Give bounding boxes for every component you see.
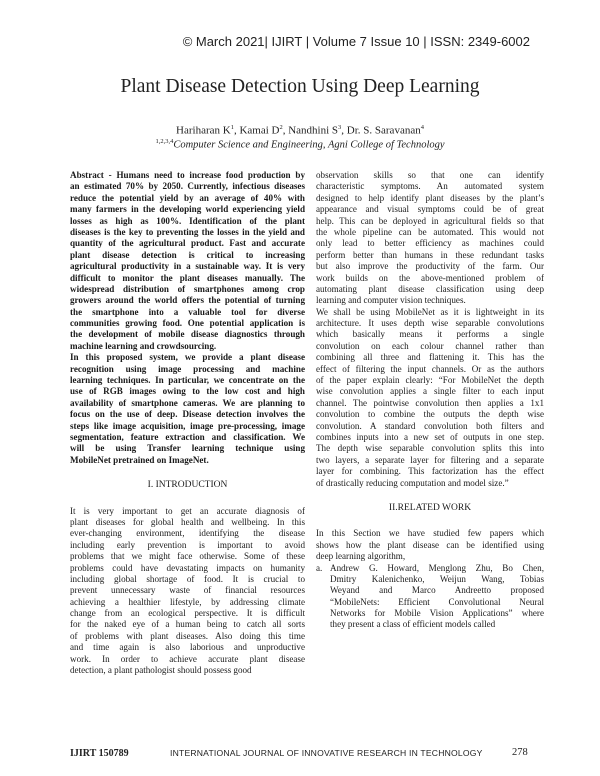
text-line: the development of mobile disease diagnostics through — [70, 329, 305, 340]
list-marker: a. — [316, 562, 323, 573]
paragraph — [316, 170, 544, 307]
text-line: focus on the use of deep. Disease detection involves the — [70, 409, 305, 420]
text-line: segmentation, feature extraction and classification. We — [70, 431, 305, 442]
text-line: machine learning and crowdsourcing. — [70, 340, 217, 351]
text-line: MobileNet pretrained on ImageNet. — [70, 454, 209, 465]
text-line: two layers, a separate layer for filtering and a separate — [316, 454, 544, 465]
text-line: Networks for Mobile Vision Applications” where — [330, 608, 544, 619]
author-name: Hariharan K — [176, 124, 231, 137]
text-line: an estimated 70% by 2050. Currently, infectious diseases — [70, 181, 305, 192]
text-line: observation skills so that one can identify — [316, 170, 544, 180]
author-name: Dr. S. Saravanan — [346, 124, 421, 137]
text-line: many farmers in the developing world experiencing yield — [70, 204, 305, 215]
text-line: characteristic symptoms. An automated system — [316, 181, 544, 192]
paper-title: Plant Disease Detection Using Deep Learning — [120, 76, 480, 97]
text-line: convolution. A standard convolution both filters and — [316, 420, 544, 431]
text-line: recognition using image processing and machine — [70, 363, 305, 374]
text-line: steps like image acquisition, image pre-processing, image — [70, 420, 305, 431]
text-line: appearance and visual symptoms could be of great — [316, 204, 544, 215]
text-line: convolution on each colour channel rather than — [316, 340, 544, 351]
affiliation — [0, 138, 600, 151]
text-line: Andrew G. Howard, Menglong Zhu, Bo Chen, — [330, 562, 544, 573]
text-line: but also improve the productivity of the farm. Our — [316, 261, 544, 272]
text-line: reduce the potential yield by an average of 40% with — [70, 192, 305, 203]
text-line: combines inputs into a new set of outputs in one step. — [316, 431, 544, 442]
author-index: 1 — [230, 124, 234, 131]
text-line: quantity of the agricultural product. Fast and accurate — [70, 238, 305, 249]
text-line: losses as high as 100%. Identification of the plant — [70, 215, 305, 226]
text-line: The depth wise separable convolution splits this into — [316, 443, 544, 454]
text-line: widespread distribution of smartphones among crop — [70, 283, 305, 294]
text-line: agricultural productivity in a sustainable way. It is very — [70, 261, 305, 272]
left-column — [70, 170, 305, 676]
text-line: “MobileNets: Efficient Convolutional Neural — [330, 596, 544, 607]
list-item — [316, 563, 544, 631]
text-line: In this proposed system, we provide a plant disease — [70, 352, 305, 363]
author-name: Nandhini S — [288, 124, 339, 137]
affiliation-text: Computer Science and Engineering, Agni College of Technology — [173, 139, 445, 151]
paragraph — [316, 528, 544, 562]
text-line: diseases is the key to preventing the losses in the yield and — [70, 226, 305, 237]
author-index: 4 — [420, 124, 424, 131]
text-line: help. This can be deployed in agricultural fields so that — [316, 215, 544, 226]
text-line: for the naked eye of a human being to catch all sorts — [70, 619, 305, 630]
text-line: of problems with plant diseases. Also doing this time — [70, 630, 305, 641]
text-line: plant disease detection is critical to increasing — [70, 249, 305, 260]
abstract — [70, 170, 305, 352]
text-line: ever-changing environment, identifying the disease — [70, 528, 305, 539]
author-name: Kamai D — [239, 124, 280, 137]
text-line: and time again is also laborious and unproductive — [70, 642, 305, 653]
text-line: prevent unnecessary waste of financial resources — [70, 585, 305, 596]
section-heading-related-work: II.RELATED WORK — [388, 502, 472, 513]
text-line: Weyand and Marco Andreetto proposed — [330, 585, 544, 596]
text-line: use of RGB images owing to the low cost and high — [70, 386, 305, 397]
text-line: designed to help identify plant diseases by the plant’s — [316, 192, 544, 203]
text-line: detection, a plant pathologist should possess good — [70, 665, 252, 676]
text-line: Dmitry Kalenichenko, Weijun Wang, Tobias — [330, 573, 544, 584]
text-line: shows how the plant disease can be identified using — [316, 539, 544, 550]
text-line: including early prevention is important to avoid — [70, 539, 305, 550]
text-line: architecture. It uses depth wise separable convolutions — [316, 318, 544, 329]
text-line: they present a class of efficient models called — [330, 619, 496, 630]
abstract-continued — [70, 352, 305, 466]
text-line: combining all three and flattening it. This has the — [316, 352, 544, 363]
text-line: automating plant disease classification using deep — [316, 283, 544, 294]
author-index: 2 — [279, 124, 283, 131]
text-line: problems that we might face otherwise. Some of these — [70, 551, 305, 562]
introduction-paragraph — [70, 506, 305, 677]
text-line: will be using Transfer learning technique using — [70, 443, 305, 454]
text-line: We shall be using MobileNet as it is lightweight in its — [316, 306, 544, 317]
text-line: learning and computer vision techniques. — [316, 295, 466, 306]
text-line: which basically means it performs a single — [316, 329, 544, 340]
text-line: effect of filtering the input channels. Or as the authors — [316, 363, 544, 374]
affiliation-index: 1,2,3,4 — [155, 138, 174, 145]
text-line: availability of smartphone cameras. We are planning to — [70, 397, 305, 408]
right-column — [316, 170, 544, 631]
text-line: communities growing food. One potential application is — [70, 318, 305, 329]
text-line: In this Section we have studied few papers which — [316, 528, 544, 539]
text-line: of drastically reducing computation and model size.” — [316, 477, 509, 488]
text-line: perform better than humans in these redundant tasks — [316, 249, 544, 260]
text-line: of the paper explain clearly: “For MobileNet the depth — [316, 375, 544, 386]
footer-journal-name: INTERNATIONAL JOURNAL OF INNOVATIVE RESEARCH IN TECHNOLOGY — [170, 748, 483, 758]
author-list: Hariharan $K^1$, Kamai $D^2$, Nandhini $S^3$, Dr. S. Saravanan$^4$ — [176, 124, 424, 137]
text-line: work. In order to achieve accurate plant disease — [70, 653, 305, 664]
text-line: only lead to better efficiency as machines could — [316, 238, 544, 249]
text-line: Abstract - Humans need to increase food production by — [70, 170, 305, 180]
text-line: difficult to monitor the plant diseases manually. The — [70, 272, 305, 283]
text-line: work builds on the above-mentioned problem of — [316, 272, 544, 283]
text-line: plant diseases for global health and wellbeing. In this — [70, 516, 305, 527]
page-number: 278 — [512, 747, 528, 758]
text-line: including global shortage of food. It is crucial to — [70, 573, 305, 584]
text-line: It is very important to get an accurate diagnosis of — [70, 505, 305, 516]
list-item-text — [316, 563, 544, 631]
paragraph — [316, 307, 544, 489]
text-line: layer for combining. This factorization has the effect — [316, 466, 544, 477]
text-line: wise convolution applies a single filter to each input — [316, 386, 544, 397]
text-line: channel. The pointwise convolution then applies a 1x1 — [316, 397, 544, 408]
section-heading-introduction: I. INTRODUCTION — [147, 480, 228, 491]
text-line: the whole pipeline can be automated. This would not — [316, 226, 544, 237]
issue-header: © March 2021| IJIRT | Volume 7 Issue 10 | ISSN: 2349-6002 — [182, 34, 530, 49]
text-line: convolution to combine the outputs the depth wise — [316, 409, 544, 420]
author-index: 3 — [338, 124, 342, 131]
footer-paper-code: IJIRT 150789 — [70, 748, 129, 759]
text-line: learning techniques. In particular, we concentrate on the — [70, 375, 305, 386]
text-line: deep learning algorithm, — [316, 551, 406, 562]
text-line: problems could have devastating impacts on humanity — [70, 562, 305, 573]
text-line: growers around the world offers the potential of turning — [70, 295, 305, 306]
text-line: the smartphone into a valuable tool for diverse — [70, 306, 305, 317]
text-line: change from an ecological perspective. It is difficult — [70, 608, 305, 619]
text-line: achieving a healthier lifestyle, by addressing climate — [70, 596, 305, 607]
